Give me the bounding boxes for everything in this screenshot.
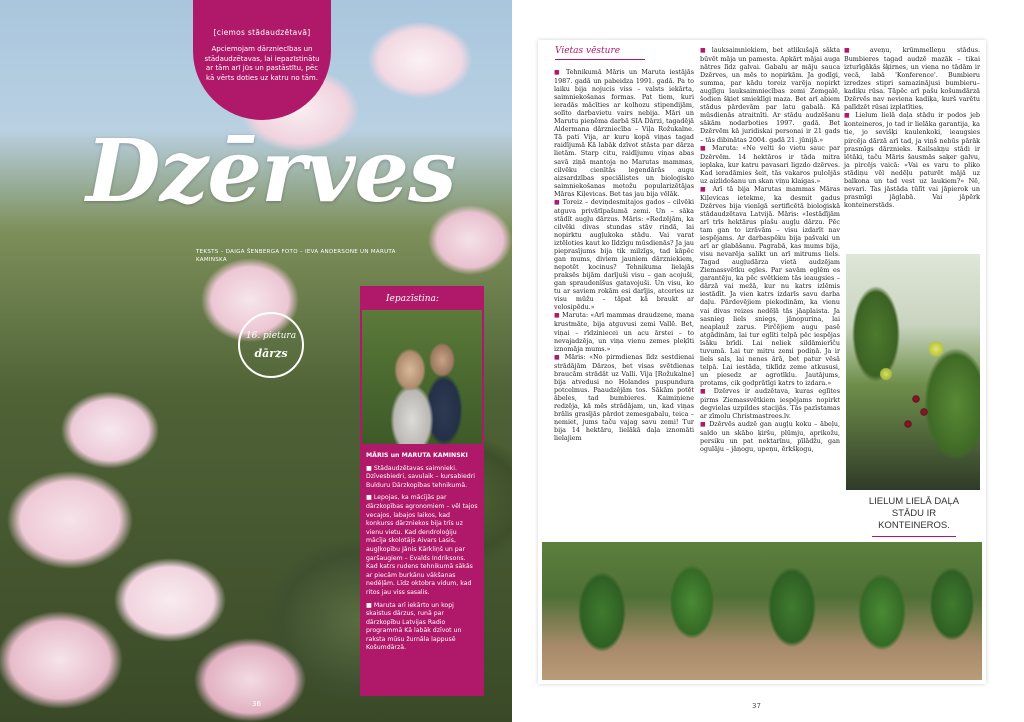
series-info-box [193, 0, 331, 120]
bullet-icon: ■ [844, 47, 870, 54]
bullet-icon: ■ [554, 198, 563, 206]
paragraph: ■ Tehnikumā Māris un Maruta iestājās 1987. gadā un pabeidza 1991. gadā. Pa to laiku bija nojucis viss – valsts iekārta, saimniekošanas formas. Pat tiem, kuri ieradās mācīties ar kolhozu stipendijām, solīto darbavietu vairs nebija. Māri un Marutu pieņēma darbā SIA Dārzi, tagadējā Aldermana dārzniecība – Viļa Rožukalne. Tā pati Vija, ar kuru kopā viņas tagad raidījumā Kā labāk dzīvot stāsta par dārza lietām. Starp citu, raidījumu viņas abas savā ziņā mantoja no Marutas mammas, cilvēku cienītās leģendārās augu aizsardzības speciālistes un bioloģisko saimniekošanas metožu popularizētājas Māras Kiļevicas. Bet tas jau bija vēlāk. [554, 68, 695, 198]
series-text: Apciemojam dārzniecības un stādaudzētavas, lai iepazīstinātu ar tām arī jūs un pastāstītu, pēc kā vērts doties uz katru no tām. [204, 45, 320, 82]
section-tag: Vietas vēsture [555, 46, 621, 56]
paragraph: ■ Maruta: «Arī mammas draudzene, mana krustmāte, bija atguvusi zemi Vallē. Bet, viņai – rīdziniecei un acu ārstei – to nevajadzēja, un viņa vienu zemes pleķīti iznomāja mums.» [554, 311, 694, 353]
paragraph: ■ lauksaimniekiem, bet atlikušajā sākta būvēt māja un pamesta. Apkārt mājai auga nātres līdz galvai. Gabalu ar māju sauca Dzērves, un mēs to nopirkām. Ja godīgi, summa, par kādu toreiz varēja nopirkt augļīgu lauksaimniecības zemi Zemgalē, šodien šķiet smieklīgi maza. Bet arī abiem stādus pārdevām par latu gabalā. Kā mūsdienās atraitnīti. Ar stādu audzēšanu sākām nodarboties 1997. gadā. Bet Dzērvēm kā juridiskai personai ir 21 gads – tās dibinātas 2004. gadā 21. jūnijā.» [700, 46, 841, 144]
bullet-icon: ■ [700, 185, 713, 193]
paragraph: ■ Maruta: «Ne velti šo vietu sauc par Dzērvēm. 14 hektāros ir tāda mitra ieplaka, kur katru pavasari ligzdo dzērves. Kad ieradāmies šeit, tās vakaros pulcējās uz aizlidošanu un skan viņu klaigas.» [700, 143, 840, 185]
container-plants-photo [846, 254, 980, 490]
bullet-icon: ■ [700, 144, 713, 152]
stop-badge [238, 312, 304, 378]
bullet-icon: ■ [554, 353, 565, 361]
bullet-icon: ■ [366, 601, 374, 609]
bullet-icon: ■ [700, 387, 714, 395]
paragraph: ■ Māris: «No pirmdienas līdz sestdienai strādājām Dārzos, bet visas svētdienas braucām strādāt uz Valli. Vija [Rožukalne] bija atvedusi no Holandes puspundura potcelmus. Paaudzējām tos. Sākām potēt ābeles, tad bumbieres. Kaimiņiene redzēja, kā mēs strādājam, un, kad viņas brālis grasījās pārdot zemesgabalu, teica – ņemiet, jums taču vajag savu zemi! Tur bija 14 hektāru, lielākā daļa iznomāti lielajiem [554, 352, 695, 443]
right-page [538, 40, 986, 710]
bullet-icon: ■ [554, 69, 566, 76]
bullet-icon: ■ [366, 464, 374, 472]
intro-panel [360, 286, 484, 696]
nursery-field-photo [542, 542, 982, 680]
stop-word: dārzs [254, 347, 288, 360]
series-label: [ciemos stādaudzētavā] [213, 28, 311, 37]
intro-tag: Iepazīstina: [386, 294, 439, 304]
intro-paragraph: ■ Stādaudzētavas saimnieki. Dzīvesbiedri, savulaik – kursabiedri Bulduru Dārzkopības tehnikumā. [366, 464, 475, 489]
intro-name: MĀRIS un MARUTA KAMINSKI [366, 452, 468, 459]
bullet-icon: ■ [554, 312, 563, 320]
article-credits: TEKSTS – DAIGA ŠENBERGA FOTO – IEVA ANDERSONE UN MARUTA KAMINSKA [196, 249, 396, 263]
intro-paragraph: ■ Maruta arī iekārto un kopj skaistus dārzus, runā par dārzkopību Latvijas Radio programmā Kā labāk dzīvot un raksta mūsu žurnāla lappusē Košumdārzā. [366, 601, 462, 652]
paragraph: ■ aveņu, krūmmelleņu stādus. Bumbieres tagad audzē mazāk – tikai izturīgākās šķirnes, un viena no tādām ir vecā, labā 'Konference'. Bumbieru izredzes stipri samazinājusi bumbieru–kadiķu rūsa. Tāpēc arī pašu košumdārzā Dzērvēs nav neviena kadiķa, kurš varētu palīdzēt rūsai izplatīties. [844, 46, 981, 112]
paragraph: ■ Arī tā bija Marutas mammas Māras Kiļevicas ietekme, ka desmit gadus Dzērves bija vienīgā sertificētā bioloģiskā stādaudzētava Latvijā. Māris: «Iestādījām arī trīs hektārus plašu augļu dārzu. Pēc tam gan to izrāvām – visu izdarīt nav iespējams. Ar darbaspēku bija pašvaki un arī ar glabāšanu. Pagrabā, kas mums bija, visu nevarēja salikt un arī mitrums liels. Tagad augļudārza vietā audzējam Ziemassvētku egles. Par savām eglēm es garantēju, ka pēc svētkiem tās ieaugsies – dārzā vai mežā, kur nu katrs izlēmis iestādīt. Ja vien katrs izdarīs savu darba daļu. Pārdevējiem piekodinām, ka vienu vai divas reizes nedēļā tās jāaplaista. Ja sasnieg liels sniegs, jānopurina, lai neaplauž zarus. Pirčējiem augu pasē atgādinām, lai tur eglīti telpā pēc iespējas īsāku brīdi. Lai neliek sildāmierīču tuvumā. Lai tur mitru zemi podiņā. Ja ir liels sals, lai nenes ārā, bet patur vēsā telpā. Lai iestāda, tiklīdz zeme atkususi, un piesedz ar agrotīklu. Jautājums, protams, cik godprātīgi katrs to izdara.» [700, 184, 841, 387]
text-column-2 [700, 46, 840, 453]
intro-body [366, 452, 478, 657]
photo-caption: LIELUM LIELĀ DAĻA STĀDU IR KONTEINEROS. [858, 496, 970, 532]
intro-paragraph: ■ Lepojas, ka mācījās par dārzkopības agronomiem – vēl tajos vecajos, labajos laikos, kad konkurss dārzniekos bija trīs uz vienu vietu. Kad dendroloģiju mācīja skolotājs Aivars Lasis, augļkopību Jānis Kārkliņš un par garšaugiem – Evalds Indriksons. Kad katrs rudens tehnikumā sākās ar piecām burkānu vākšanas nedēļām. Līdz oktobra vidum, kad ritos jau viss sasalis. [366, 494, 478, 596]
stop-number: 16. pietura [245, 331, 297, 341]
owners-photo [362, 310, 482, 444]
page-number-right: 37 [752, 702, 761, 710]
article-title: Dzērves [86, 121, 456, 222]
bullet-icon: ■ [844, 112, 856, 120]
paragraph: ■ Lielum lielā daļa stādu ir podos jeb konteineros, jo tad ir lielāka garantija, ka tie, jo sevišķi kaulenkoki, ieaugsies pircēja dārzā arī tad, ja viņš nebūs pārāk prasmīgs dārznieks. Kailsakņu stādi ir lētāki, taču Māris šausmās saķer galvu, ja pircējs vaicā: «Vai es varu to pliko stādiņu vēl nedēļu paturēt mājā uz balkona un tad vest uz laukiem?» Nē, nevari. Tas jāstāda tūlīt vai jāpierok un prasmīgi jāglabā. Vai jāpērk konteinerstāds. [844, 111, 980, 209]
text-column-3 [844, 46, 980, 209]
bullet-icon: ■ [366, 494, 374, 502]
paragraph: ■ Dzērves ir audzētava, kuras eglītes pirms Ziemassvētkiem iespējams nopirkt degvielas uzpildes stacijās. Tās pazīstamas ar zīmolu Christmastrees.lv. [700, 386, 840, 421]
bullet-icon: ■ [700, 47, 712, 54]
paragraph: ■ Toreiz – deviņdesmitajos gados – cilvēki atguva privātīpašumā zemi. Un – sāka stādīt augļu dārzus. Māris: «Redzējām, ka cilvēki divas stundas stāv rindā, lai nopirktu augļukoka stādu. Vai varat iztēloties kaut ko līdzīgu mūsdienās? Ja jau pieprasījums bija tik milzīgs, tad kāpēc gan mums, diviem jauniem dārzniekiem, nepotēt kocinus? Tehnikuma lielajās praksēs bijām darījuši visu – gan acojuši, gan spraudenīšus gatavojuši. Un visu, ko tu ar saviem rokām esi darījis, atceries uz visu mūžu – tāpat kā braukt ar velosipēdu.» [554, 197, 695, 312]
bullet-icon: ■ [700, 421, 710, 429]
paragraph: ■ Dzērvēs audzē gan augļu koku – ābeļu, saldo un skābo ķiršu, plūmju, aprikožu, persiku un pat nektarīnu, pīlādžu, gan ogulāju – jāņogu, upeņu, ērkšķogu, [700, 420, 841, 454]
text-column-1 [554, 68, 694, 442]
page-number-left: 36 [252, 700, 261, 708]
